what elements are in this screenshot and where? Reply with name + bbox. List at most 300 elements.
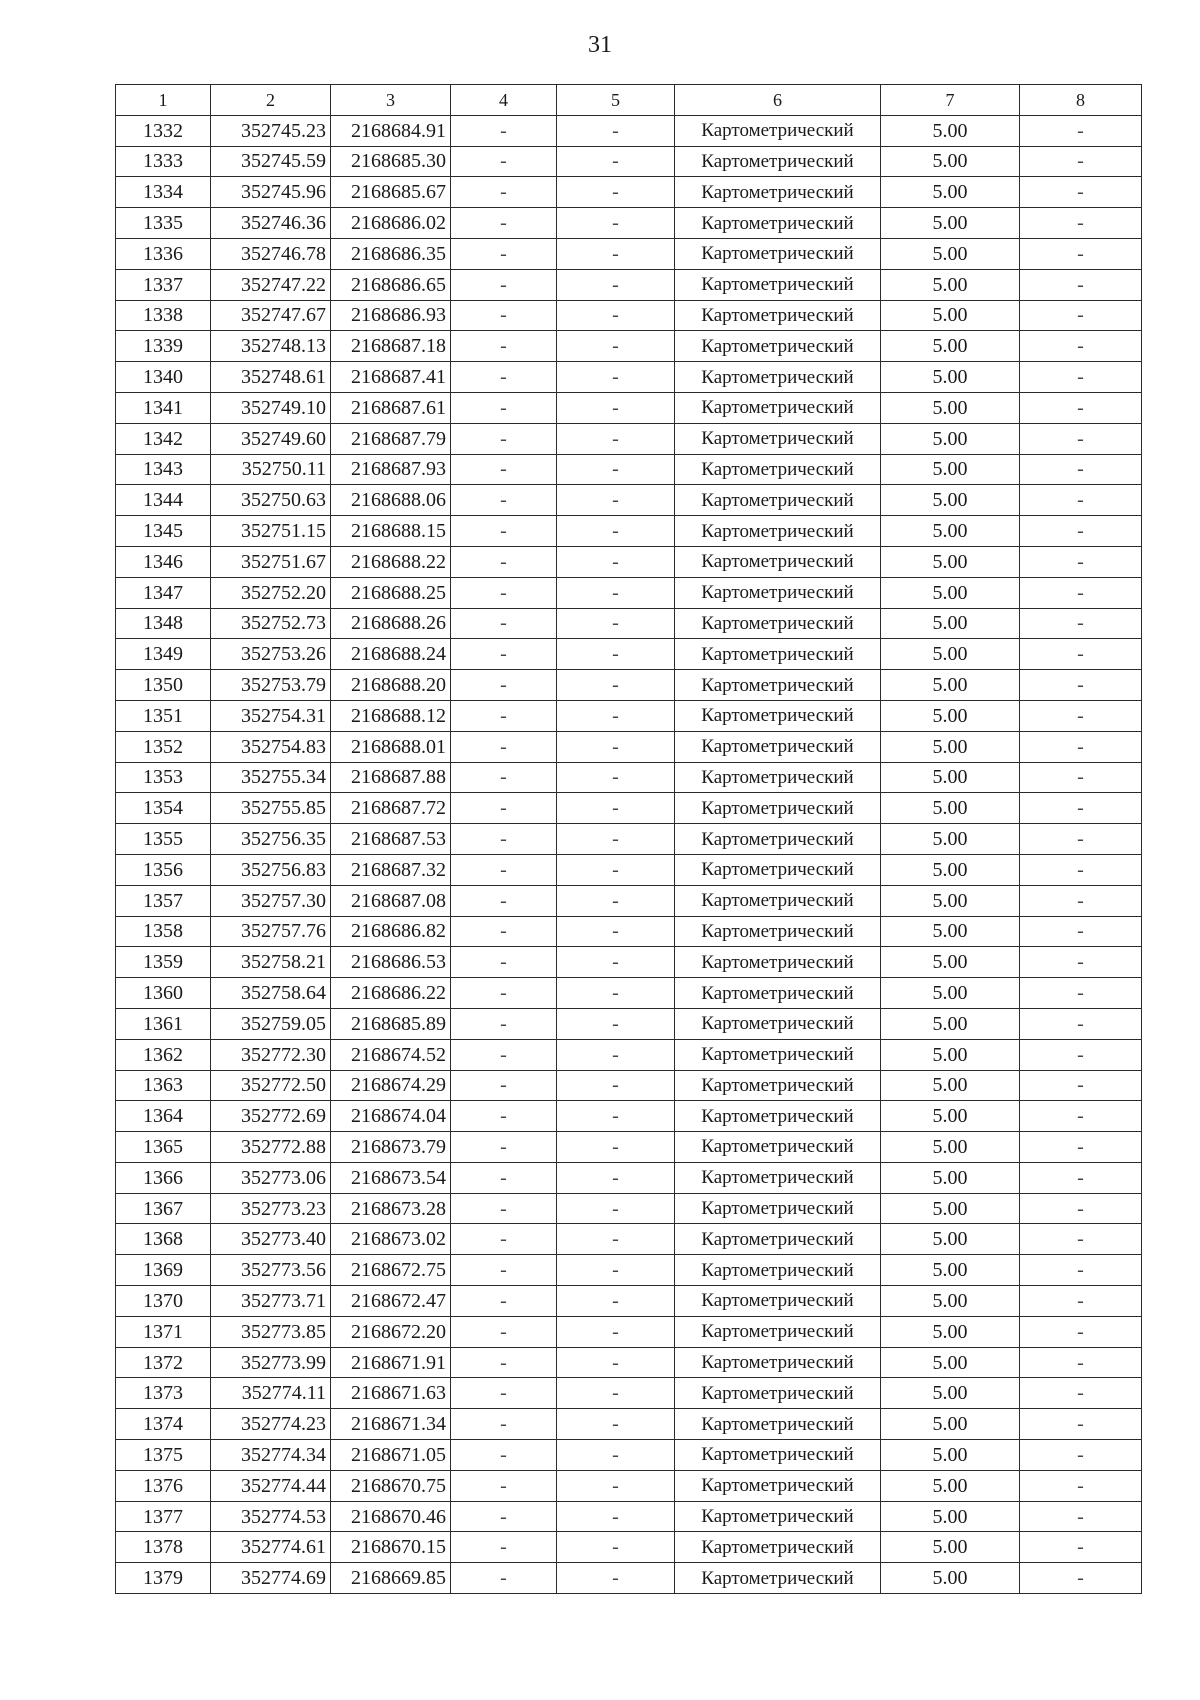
cell-column-4: - (451, 1008, 557, 1039)
cell-column-8: - (1020, 1224, 1142, 1255)
cell-y-coordinate: 2168674.52 (331, 1039, 451, 1070)
cell-method: Картометрический (675, 146, 881, 177)
cell-point-number: 1353 (116, 762, 211, 793)
cell-y-coordinate: 2168674.04 (331, 1101, 451, 1132)
table-row (116, 824, 1142, 855)
cell-point-number: 1354 (116, 793, 211, 824)
cell-accuracy: 5.00 (881, 1070, 1020, 1101)
cell-column-5: - (557, 762, 675, 793)
cell-column-5: - (557, 608, 675, 639)
cell-column-4: - (451, 1255, 557, 1286)
cell-column-4: - (451, 670, 557, 701)
cell-x-coordinate: 352774.44 (211, 1470, 331, 1501)
cell-x-coordinate: 352774.34 (211, 1440, 331, 1471)
cell-method: Картометрический (675, 1563, 881, 1594)
table-body (116, 115, 1142, 1593)
cell-x-coordinate: 352752.73 (211, 608, 331, 639)
cell-column-4: - (451, 1440, 557, 1471)
cell-method: Картометрический (675, 423, 881, 454)
cell-x-coordinate: 352757.76 (211, 916, 331, 947)
cell-point-number: 1344 (116, 485, 211, 516)
cell-column-4: - (451, 916, 557, 947)
cell-method: Картометрический (675, 824, 881, 855)
cell-column-4: - (451, 146, 557, 177)
cell-y-coordinate: 2168673.54 (331, 1162, 451, 1193)
cell-y-coordinate: 2168687.72 (331, 793, 451, 824)
cell-column-5: - (557, 485, 675, 516)
cell-y-coordinate: 2168673.02 (331, 1224, 451, 1255)
cell-accuracy: 5.00 (881, 824, 1020, 855)
cell-column-4: - (451, 454, 557, 485)
table-row (116, 1532, 1142, 1563)
cell-column-4: - (451, 392, 557, 423)
table-row (116, 1224, 1142, 1255)
column-header-3: 3 (331, 85, 451, 116)
cell-column-8: - (1020, 1563, 1142, 1594)
cell-accuracy: 5.00 (881, 793, 1020, 824)
cell-column-4: - (451, 1162, 557, 1193)
cell-column-4: - (451, 546, 557, 577)
cell-column-5: - (557, 238, 675, 269)
cell-column-8: - (1020, 978, 1142, 1009)
cell-x-coordinate: 352750.63 (211, 485, 331, 516)
cell-y-coordinate: 2168671.05 (331, 1440, 451, 1471)
cell-column-8: - (1020, 1039, 1142, 1070)
cell-point-number: 1365 (116, 1132, 211, 1163)
cell-column-5: - (557, 731, 675, 762)
cell-method: Картометрический (675, 1440, 881, 1471)
table-row (116, 392, 1142, 423)
cell-y-coordinate: 2168687.08 (331, 885, 451, 916)
cell-column-4: - (451, 824, 557, 855)
cell-point-number: 1366 (116, 1162, 211, 1193)
cell-column-8: - (1020, 639, 1142, 670)
cell-point-number: 1361 (116, 1008, 211, 1039)
cell-method: Картометрический (675, 208, 881, 239)
cell-column-8: - (1020, 362, 1142, 393)
cell-column-5: - (557, 639, 675, 670)
cell-x-coordinate: 352758.21 (211, 947, 331, 978)
cell-point-number: 1357 (116, 885, 211, 916)
cell-accuracy: 5.00 (881, 762, 1020, 793)
cell-column-4: - (451, 854, 557, 885)
cell-method: Картометрический (675, 947, 881, 978)
cell-column-5: - (557, 146, 675, 177)
cell-x-coordinate: 352748.13 (211, 331, 331, 362)
table-row (116, 1132, 1142, 1163)
cell-method: Картометрический (675, 1378, 881, 1409)
cell-accuracy: 5.00 (881, 947, 1020, 978)
cell-column-5: - (557, 1070, 675, 1101)
cell-accuracy: 5.00 (881, 1101, 1020, 1132)
cell-column-8: - (1020, 1470, 1142, 1501)
cell-accuracy: 5.00 (881, 300, 1020, 331)
column-header-4: 4 (451, 85, 557, 116)
cell-point-number: 1368 (116, 1224, 211, 1255)
cell-column-5: - (557, 577, 675, 608)
table-row (116, 546, 1142, 577)
table-row (116, 916, 1142, 947)
cell-accuracy: 5.00 (881, 1316, 1020, 1347)
cell-y-coordinate: 2168686.02 (331, 208, 451, 239)
cell-column-4: - (451, 793, 557, 824)
table-row (116, 208, 1142, 239)
cell-column-5: - (557, 1162, 675, 1193)
cell-column-8: - (1020, 423, 1142, 454)
table-row (116, 177, 1142, 208)
cell-accuracy: 5.00 (881, 546, 1020, 577)
cell-column-5: - (557, 115, 675, 146)
cell-column-5: - (557, 978, 675, 1009)
table-row (116, 1470, 1142, 1501)
cell-method: Картометрический (675, 454, 881, 485)
cell-column-5: - (557, 1532, 675, 1563)
cell-x-coordinate: 352754.31 (211, 700, 331, 731)
cell-point-number: 1370 (116, 1286, 211, 1317)
cell-point-number: 1372 (116, 1347, 211, 1378)
cell-point-number: 1362 (116, 1039, 211, 1070)
cell-point-number: 1343 (116, 454, 211, 485)
cell-x-coordinate: 352749.60 (211, 423, 331, 454)
table-header (116, 85, 1142, 116)
table-row (116, 1440, 1142, 1471)
cell-x-coordinate: 352757.30 (211, 885, 331, 916)
page-number: 31 (588, 32, 612, 58)
cell-x-coordinate: 352753.79 (211, 670, 331, 701)
cell-column-4: - (451, 1286, 557, 1317)
cell-column-8: - (1020, 1162, 1142, 1193)
table-row (116, 331, 1142, 362)
cell-column-5: - (557, 793, 675, 824)
cell-column-8: - (1020, 577, 1142, 608)
cell-column-4: - (451, 978, 557, 1009)
cell-column-5: - (557, 423, 675, 454)
cell-column-5: - (557, 300, 675, 331)
cell-column-5: - (557, 1132, 675, 1163)
cell-x-coordinate: 352751.15 (211, 516, 331, 547)
cell-column-8: - (1020, 177, 1142, 208)
cell-method: Картометрический (675, 300, 881, 331)
cell-y-coordinate: 2168673.28 (331, 1193, 451, 1224)
cell-accuracy: 5.00 (881, 1440, 1020, 1471)
cell-y-coordinate: 2168687.41 (331, 362, 451, 393)
cell-point-number: 1355 (116, 824, 211, 855)
cell-accuracy: 5.00 (881, 331, 1020, 362)
cell-accuracy: 5.00 (881, 1132, 1020, 1163)
cell-y-coordinate: 2168688.15 (331, 516, 451, 547)
cell-column-5: - (557, 916, 675, 947)
cell-method: Картометрический (675, 639, 881, 670)
cell-accuracy: 5.00 (881, 1162, 1020, 1193)
table-row (116, 300, 1142, 331)
cell-point-number: 1367 (116, 1193, 211, 1224)
cell-point-number: 1336 (116, 238, 211, 269)
cell-x-coordinate: 352772.30 (211, 1039, 331, 1070)
column-header-5: 5 (557, 85, 675, 116)
cell-column-4: - (451, 177, 557, 208)
cell-column-4: - (451, 608, 557, 639)
cell-method: Картометрический (675, 1501, 881, 1532)
cell-column-5: - (557, 854, 675, 885)
cell-column-8: - (1020, 238, 1142, 269)
cell-column-4: - (451, 331, 557, 362)
cell-column-5: - (557, 1440, 675, 1471)
cell-x-coordinate: 352745.23 (211, 115, 331, 146)
cell-accuracy: 5.00 (881, 1255, 1020, 1286)
cell-column-4: - (451, 1563, 557, 1594)
cell-point-number: 1364 (116, 1101, 211, 1132)
table-row (116, 362, 1142, 393)
cell-accuracy: 5.00 (881, 362, 1020, 393)
table-row (116, 1101, 1142, 1132)
cell-x-coordinate: 352759.05 (211, 1008, 331, 1039)
cell-accuracy: 5.00 (881, 916, 1020, 947)
cell-y-coordinate: 2168687.53 (331, 824, 451, 855)
cell-point-number: 1369 (116, 1255, 211, 1286)
column-header-8: 8 (1020, 85, 1142, 116)
cell-point-number: 1351 (116, 700, 211, 731)
cell-x-coordinate: 352774.61 (211, 1532, 331, 1563)
column-header-7: 7 (881, 85, 1020, 116)
cell-x-coordinate: 352746.36 (211, 208, 331, 239)
cell-column-5: - (557, 454, 675, 485)
cell-column-4: - (451, 700, 557, 731)
cell-column-8: - (1020, 1316, 1142, 1347)
cell-y-coordinate: 2168684.91 (331, 115, 451, 146)
cell-accuracy: 5.00 (881, 577, 1020, 608)
cell-column-8: - (1020, 392, 1142, 423)
cell-column-5: - (557, 885, 675, 916)
cell-method: Картометрический (675, 1470, 881, 1501)
table-row (116, 1563, 1142, 1594)
table-row (116, 115, 1142, 146)
cell-y-coordinate: 2168670.15 (331, 1532, 451, 1563)
cell-x-coordinate: 352774.11 (211, 1378, 331, 1409)
cell-x-coordinate: 352774.53 (211, 1501, 331, 1532)
cell-method: Картометрический (675, 1286, 881, 1317)
table-row (116, 1286, 1142, 1317)
cell-column-8: - (1020, 916, 1142, 947)
cell-method: Картометрический (675, 608, 881, 639)
cell-column-5: - (557, 516, 675, 547)
cell-point-number: 1376 (116, 1470, 211, 1501)
cell-y-coordinate: 2168688.25 (331, 577, 451, 608)
cell-column-8: - (1020, 885, 1142, 916)
table-row (116, 1008, 1142, 1039)
cell-x-coordinate: 352773.06 (211, 1162, 331, 1193)
cell-x-coordinate: 352746.78 (211, 238, 331, 269)
cell-method: Картометрический (675, 916, 881, 947)
cell-point-number: 1332 (116, 115, 211, 146)
table-row (116, 1039, 1142, 1070)
cell-x-coordinate: 352772.50 (211, 1070, 331, 1101)
cell-point-number: 1356 (116, 854, 211, 885)
cell-column-5: - (557, 362, 675, 393)
cell-y-coordinate: 2168672.75 (331, 1255, 451, 1286)
cell-accuracy: 5.00 (881, 1193, 1020, 1224)
cell-column-5: - (557, 331, 675, 362)
cell-method: Картометрический (675, 1070, 881, 1101)
cell-column-8: - (1020, 731, 1142, 762)
cell-x-coordinate: 352773.85 (211, 1316, 331, 1347)
cell-column-5: - (557, 546, 675, 577)
cell-accuracy: 5.00 (881, 392, 1020, 423)
cell-accuracy: 5.00 (881, 670, 1020, 701)
cell-column-5: - (557, 269, 675, 300)
cell-column-4: - (451, 1378, 557, 1409)
cell-y-coordinate: 2168685.67 (331, 177, 451, 208)
cell-method: Картометрический (675, 670, 881, 701)
cell-column-8: - (1020, 269, 1142, 300)
table-row (116, 731, 1142, 762)
cell-column-4: - (451, 577, 557, 608)
cell-point-number: 1374 (116, 1409, 211, 1440)
cell-point-number: 1339 (116, 331, 211, 362)
cell-column-8: - (1020, 670, 1142, 701)
cell-column-8: - (1020, 700, 1142, 731)
cell-point-number: 1346 (116, 546, 211, 577)
cell-y-coordinate: 2168688.01 (331, 731, 451, 762)
cell-y-coordinate: 2168687.32 (331, 854, 451, 885)
table-row (116, 1316, 1142, 1347)
cell-method: Картометрический (675, 269, 881, 300)
cell-column-4: - (451, 1224, 557, 1255)
cell-y-coordinate: 2168685.30 (331, 146, 451, 177)
cell-y-coordinate: 2168670.46 (331, 1501, 451, 1532)
cell-point-number: 1338 (116, 300, 211, 331)
cell-column-8: - (1020, 1008, 1142, 1039)
cell-column-4: - (451, 1132, 557, 1163)
table-row (116, 1378, 1142, 1409)
cell-column-8: - (1020, 454, 1142, 485)
cell-accuracy: 5.00 (881, 146, 1020, 177)
table-row (116, 516, 1142, 547)
cell-column-5: - (557, 1409, 675, 1440)
cell-y-coordinate: 2168688.06 (331, 485, 451, 516)
cell-column-5: - (557, 700, 675, 731)
table-row (116, 454, 1142, 485)
cell-x-coordinate: 352748.61 (211, 362, 331, 393)
cell-y-coordinate: 2168686.93 (331, 300, 451, 331)
cell-accuracy: 5.00 (881, 1286, 1020, 1317)
cell-column-8: - (1020, 331, 1142, 362)
cell-method: Картометрический (675, 854, 881, 885)
cell-accuracy: 5.00 (881, 454, 1020, 485)
cell-method: Картометрический (675, 1255, 881, 1286)
cell-column-4: - (451, 269, 557, 300)
cell-accuracy: 5.00 (881, 1039, 1020, 1070)
cell-x-coordinate: 352751.67 (211, 546, 331, 577)
cell-column-4: - (451, 1470, 557, 1501)
cell-method: Картометрический (675, 885, 881, 916)
cell-method: Картометрический (675, 1008, 881, 1039)
table-row (116, 793, 1142, 824)
cell-column-8: - (1020, 947, 1142, 978)
cell-method: Картометрический (675, 1347, 881, 1378)
cell-point-number: 1333 (116, 146, 211, 177)
cell-y-coordinate: 2168687.88 (331, 762, 451, 793)
cell-column-8: - (1020, 115, 1142, 146)
cell-method: Картометрический (675, 700, 881, 731)
cell-column-4: - (451, 1347, 557, 1378)
table-row (116, 577, 1142, 608)
cell-y-coordinate: 2168685.89 (331, 1008, 451, 1039)
cell-accuracy: 5.00 (881, 1563, 1020, 1594)
cell-column-5: - (557, 824, 675, 855)
cell-method: Картометрический (675, 362, 881, 393)
cell-method: Картометрический (675, 238, 881, 269)
cell-point-number: 1342 (116, 423, 211, 454)
column-header-1: 1 (116, 85, 211, 116)
cell-column-4: - (451, 516, 557, 547)
cell-x-coordinate: 352773.99 (211, 1347, 331, 1378)
cell-column-8: - (1020, 1532, 1142, 1563)
table-row (116, 1255, 1142, 1286)
cell-accuracy: 5.00 (881, 885, 1020, 916)
cell-accuracy: 5.00 (881, 1409, 1020, 1440)
cell-column-4: - (451, 1039, 557, 1070)
cell-accuracy: 5.00 (881, 238, 1020, 269)
cell-column-4: - (451, 1070, 557, 1101)
cell-x-coordinate: 352747.22 (211, 269, 331, 300)
cell-y-coordinate: 2168687.79 (331, 423, 451, 454)
cell-x-coordinate: 352754.83 (211, 731, 331, 762)
cell-column-8: - (1020, 146, 1142, 177)
cell-method: Картометрический (675, 1101, 881, 1132)
cell-column-5: - (557, 1255, 675, 1286)
cell-column-8: - (1020, 793, 1142, 824)
column-header-2: 2 (211, 85, 331, 116)
cell-accuracy: 5.00 (881, 1532, 1020, 1563)
cell-method: Картометрический (675, 731, 881, 762)
cell-x-coordinate: 352745.96 (211, 177, 331, 208)
cell-y-coordinate: 2168670.75 (331, 1470, 451, 1501)
cell-point-number: 1349 (116, 639, 211, 670)
cell-y-coordinate: 2168672.20 (331, 1316, 451, 1347)
cell-accuracy: 5.00 (881, 1378, 1020, 1409)
cell-method: Картометрический (675, 1193, 881, 1224)
table-row (116, 146, 1142, 177)
cell-y-coordinate: 2168671.34 (331, 1409, 451, 1440)
cell-y-coordinate: 2168671.91 (331, 1347, 451, 1378)
cell-point-number: 1360 (116, 978, 211, 1009)
cell-x-coordinate: 352772.88 (211, 1132, 331, 1163)
cell-y-coordinate: 2168688.22 (331, 546, 451, 577)
cell-column-4: - (451, 1316, 557, 1347)
cell-x-coordinate: 352753.26 (211, 639, 331, 670)
cell-accuracy: 5.00 (881, 485, 1020, 516)
cell-method: Картометрический (675, 1316, 881, 1347)
cell-point-number: 1334 (116, 177, 211, 208)
cell-column-5: - (557, 1193, 675, 1224)
cell-column-4: - (451, 238, 557, 269)
cell-column-4: - (451, 639, 557, 670)
cell-column-8: - (1020, 208, 1142, 239)
table-row (116, 423, 1142, 454)
cell-y-coordinate: 2168688.24 (331, 639, 451, 670)
cell-point-number: 1347 (116, 577, 211, 608)
cell-y-coordinate: 2168674.29 (331, 1070, 451, 1101)
cell-point-number: 1363 (116, 1070, 211, 1101)
cell-column-5: - (557, 1101, 675, 1132)
cell-x-coordinate: 352749.10 (211, 392, 331, 423)
cell-column-8: - (1020, 1070, 1142, 1101)
cell-accuracy: 5.00 (881, 1008, 1020, 1039)
table-row (116, 1501, 1142, 1532)
cell-column-4: - (451, 1501, 557, 1532)
cell-column-4: - (451, 300, 557, 331)
cell-column-5: - (557, 1470, 675, 1501)
